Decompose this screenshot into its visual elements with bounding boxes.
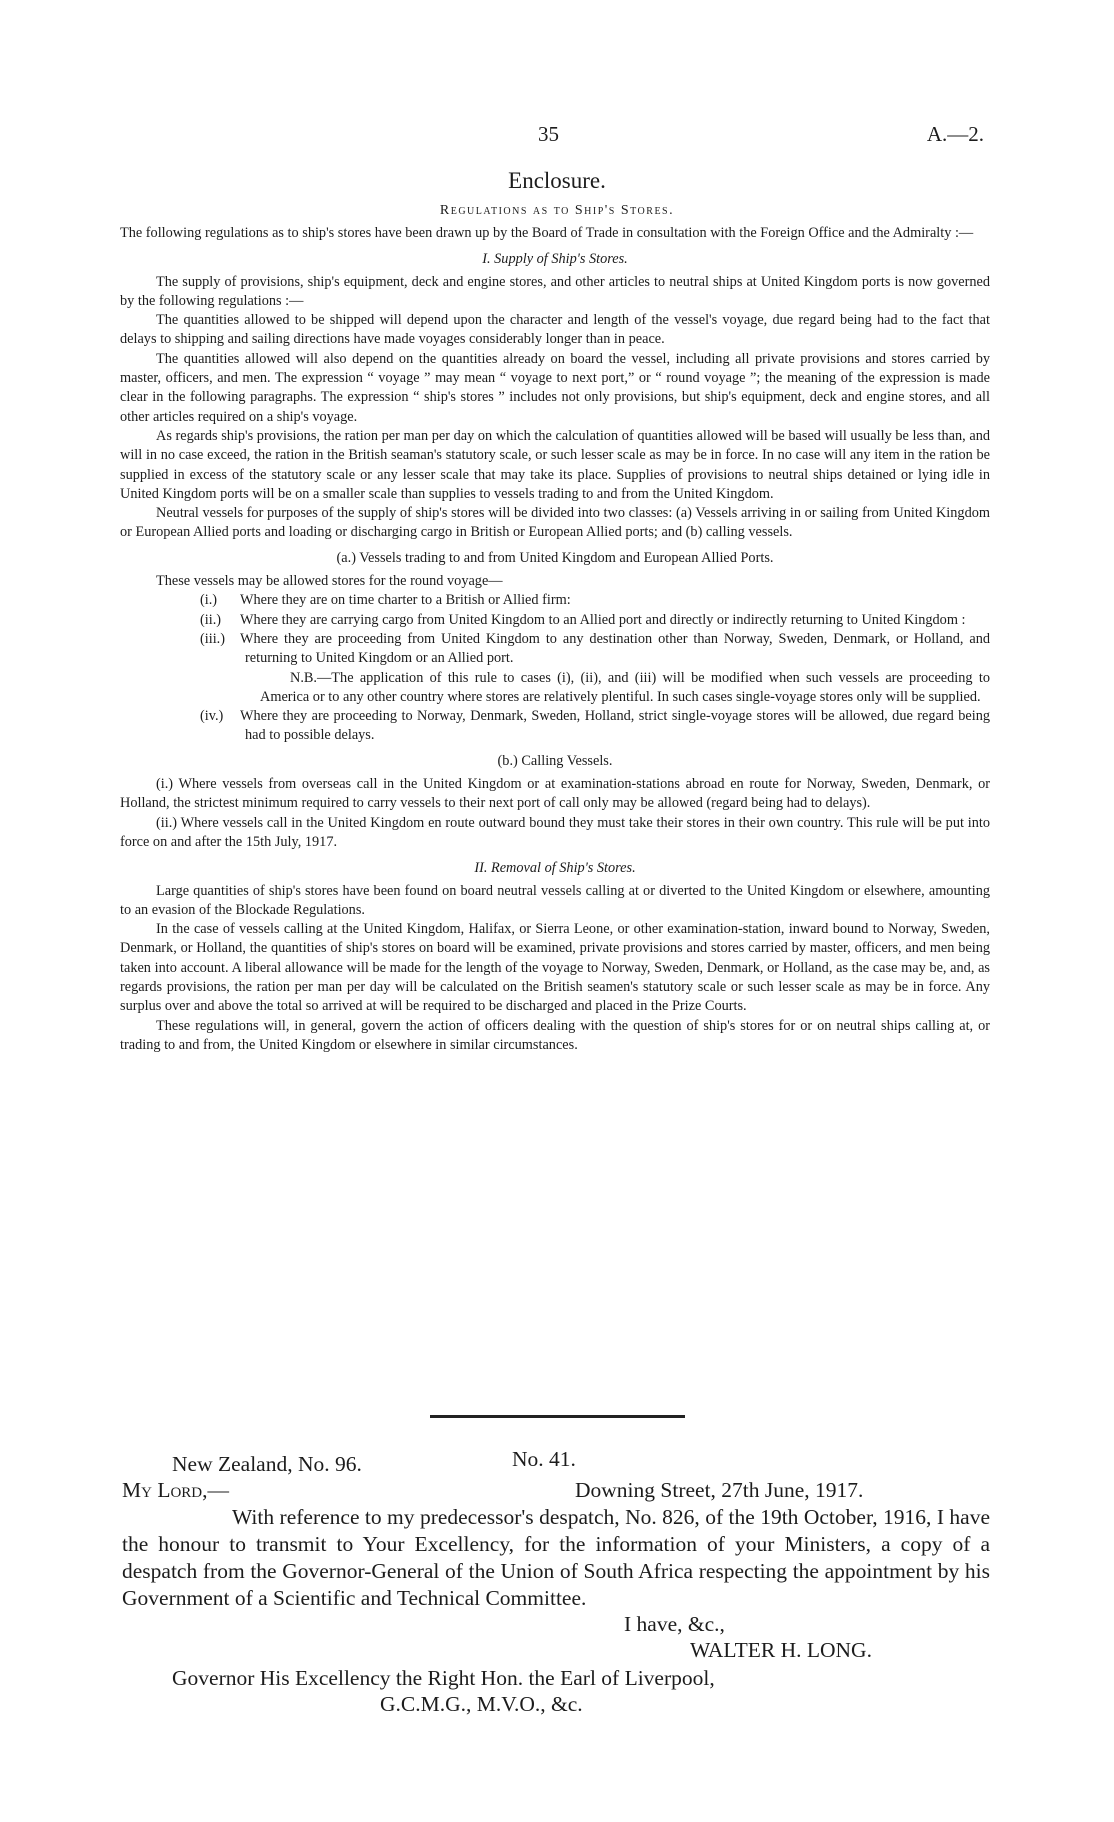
page-number: 35 bbox=[538, 122, 559, 146]
list-item bbox=[200, 630, 990, 669]
paragraph: (i.) Where vessels from overseas call in the United Kingdom or at examination-stations abroad en route for Norway, Sweden, Denmark, or Holland, the strictest minimum required to carry vessels to their next port of call only may be allowed (regard being had to delays). bbox=[120, 776, 990, 812]
enclosure-subtitle: Regulations as to Ship's Stores. bbox=[439, 203, 675, 218]
closing: I have, &c., bbox=[624, 1612, 725, 1636]
paragraph: Neutral vessels for purposes of the supply of ship's stores will be divided into two classes: (a) Vessels arriving in or sailing from United Kingdom or European Allied ports and loading or discharging cargo in British or European Allied ports; and (b) calling vessels. bbox=[120, 505, 990, 541]
nota-bene: N.B.—The application of this rule to cases (i), (ii), and (iii) will be modified when such vessels are proceeding to America or to any other country where stores are relatively plentiful. In such cases single-voyage stores only will be supplied. bbox=[260, 669, 990, 705]
enclosure-title: Enclosure. bbox=[508, 168, 606, 193]
paragraph: These vessels may be allowed stores for the round voyage— bbox=[156, 573, 503, 590]
list-item-text: Where they are carrying cargo from United Kingdom to an Allied port and directly or indirectly returning to United Kingdom : bbox=[240, 611, 966, 628]
paragraph: As regards ship's provisions, the ration per man per day on which the calculation of quantities allowed will be based will usually be less than, and will in no case exceed, the ration in the British seaman's statutory scale, or such lesser scale as may be in force. In no case will any item in the ration be supplied in excess of the statutory scale or any lesser scale that may take its place. Supplies of provisions to neutral ships detained or lying idle in United Kingdom ports will be on a smaller scale than supplies to vessels trading to and from the United Kingdom. bbox=[120, 427, 990, 502]
paragraph: The supply of provisions, ship's equipment, deck and engine stores, and other articles to neutral ships at United Kingdom ports is now governed by the following regulations :— bbox=[120, 273, 990, 309]
subsection-heading: (a.) Vessels trading to and from United Kingdom and European Allied Ports. bbox=[336, 549, 774, 566]
paragraph: In the case of vessels calling at the United Kingdom, Halifax, or Sierra Leone, or other examination-station, inward bound to Norway, Sweden, Denmark, or Holland, the quantities of ship's stores on board will be examined, private provisions and stores carried by master, officers, and men being taken into account. A liberal allowance will be made for the length of the voyage to Norway, Sweden, Denmark, or Holland, as the case may be, and, as regards provisions, the ration per man per day will be calculated on the British seamen's statutory scale or such lesser scale as may be in force. Any surplus over and above the total so arrived at will be required to be discharged and placed in the Prize Courts. bbox=[120, 921, 990, 1015]
list-item-text: Where they are proceeding to Norway, Denmark, Sweden, Holland, strict single-voyage stores will be allowed, due regard being had to possible delays. bbox=[240, 708, 990, 744]
paragraph: These regulations will, in general, govern the action of officers dealing with the question of ship's stores for or on neutral ships calling at, or trading to and from, the United Kingdom or elsewhere in similar circumstances. bbox=[120, 1017, 990, 1053]
document-reference: A.—2. bbox=[926, 122, 984, 146]
list-item bbox=[200, 707, 990, 746]
letter-origin-reference: New Zealand, No. 96. bbox=[172, 1452, 362, 1476]
section-heading: II. Removal of Ship's Stores. bbox=[474, 860, 636, 877]
salutation: My Lord,— bbox=[122, 1478, 230, 1502]
section-heading: I. Supply of Ship's Stores. bbox=[482, 251, 628, 268]
list-item-number: (iii.) bbox=[200, 630, 226, 647]
signature: WALTER H. LONG. bbox=[690, 1638, 872, 1662]
recipient-line: Governor His Excellency the Right Hon. the Earl of Liverpool, bbox=[172, 1666, 715, 1690]
paragraph: The quantities allowed will also depend on the quantities already on board the vessel, including all private provisions and stores carried by master, officers, and men. The expression “ voyage ” may mean “ voyage to next port,” or “ round voyage ”; the meaning of the expression is made clear in the following paragraphs. The expression “ ship's stores ” includes not only provisions, but ship's equipment, deck and engine stores, and all other articles required on a ship's voyage. bbox=[120, 350, 990, 425]
list-item-number: (ii.) bbox=[200, 611, 222, 628]
letter-body bbox=[122, 1504, 990, 1612]
list-item bbox=[200, 591, 990, 610]
list-item-text: Where they are proceeding from United Kingdom to any destination other than Norway, Sweden, Denmark, or Holland, and returning to United Kingdom or an Allied port. bbox=[240, 630, 990, 667]
regulations-body bbox=[120, 224, 990, 1055]
paragraph: Large quantities of ship's stores have been found on board neutral vessels calling at or diverted to the United Kingdom or elsewhere, amounting to an evasion of the Blockade Regulations. bbox=[120, 882, 990, 918]
list-item bbox=[200, 611, 990, 630]
list-item-number: (iv.) bbox=[200, 708, 224, 725]
paragraph: (ii.) Where vessels call in the United Kingdom en route outward bound they must take their stores in their own country. This rule will be put into force on and after the 15th July, 1917. bbox=[120, 814, 990, 850]
subsection-heading: (b.) Calling Vessels. bbox=[497, 752, 613, 769]
paragraph: The quantities allowed to be shipped will depend upon the character and length of the vessel's voyage, due regard being had to the fact that delays to shipping and sailing directions have made voyages considerably longer than in peace. bbox=[120, 312, 990, 348]
list-item-number: (i.) bbox=[200, 592, 218, 609]
recipient-line: G.C.M.G., M.V.O., &c. bbox=[380, 1692, 583, 1716]
intro-paragraph: The following regulations as to ship's stores have been drawn up by the Board of Trade in consultation with the Foreign Office and the Admiralty :— bbox=[120, 225, 974, 241]
section-divider bbox=[430, 1415, 685, 1418]
letter-number: No. 41. bbox=[512, 1447, 576, 1471]
letter-paragraph: With reference to my predecessor's despatch, No. 826, of the 19th October, 1916, I have the honour to transmit to Your Excellency, for the information of your Ministers, a copy of a despatch from the Governor-General of the Union of South Africa respecting the appointment by his Government of a Scientific and Technical Committee. bbox=[122, 1505, 990, 1610]
list-item-text: Where they are on time charter to a British or Allied firm: bbox=[240, 592, 571, 609]
address-date: Downing Street, 27th June, 1917. bbox=[575, 1478, 864, 1502]
